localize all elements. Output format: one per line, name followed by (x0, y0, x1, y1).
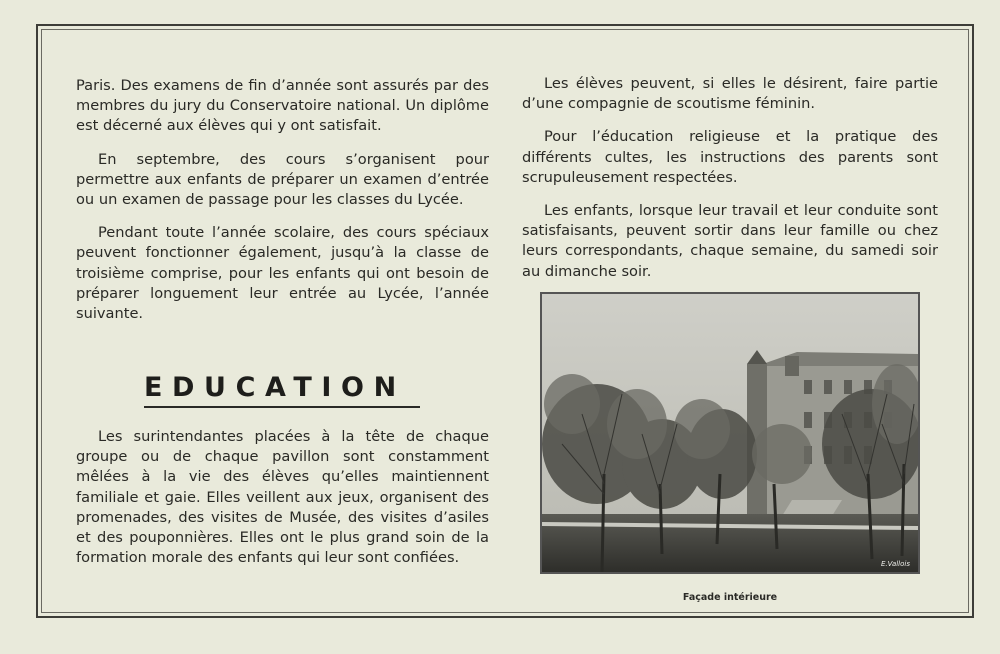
education-text (76, 427, 489, 581)
paragraph: Les élèves peuvent, si elles le désirent, faire partie d’une compagnie de scoutisme féminin. (522, 75, 938, 113)
photo-caption: Façade intérieure (682, 592, 778, 603)
paragraph: Paris. Des examens de fin d’année sont assurés par des membres du jury du Conservatoire national. Un diplôme est décerné aux élèves qui y ont satisfait. (76, 77, 489, 135)
heading-underline (144, 406, 420, 408)
photo-signature: E.Vallois (880, 560, 910, 568)
paragraph: Les enfants, lorsque leur travail et leur conduite sont satisfaisants, peuvent sortir dans leur famille ou chez leurs correspondants, chaque semaine, du samedi soir au dimanche soir. (522, 202, 938, 280)
left-column-text (76, 76, 489, 337)
section-heading: EDUCATION (144, 372, 406, 403)
paragraph: En septembre, des cours s’organisent pour permettre aux enfants de préparer un examen d’entrée ou un examen de passage pour les classes du Lycée. (76, 150, 489, 209)
paragraph: Pendant toute l’année scolaire, des cours spéciaux peuvent fonctionner également, jusqu’à la classe de troisième comprise, pour les enfants qui ont besoin de préparer longuement leur entrée au Lycée, l’année suivante. (76, 224, 489, 323)
courtyard-photo-image (542, 294, 918, 572)
paragraph: Les surintendantes placées à la tête de chaque groupe ou de chaque pavillon sont constamment mêlées à la vie des élèves qu’elles maintiennent familiale et gaie. Elles veillent aux jeux, organisent des promenades, des visites de Musée, des visites d’asiles et des pouponnières. Elles ont le plus grand soin de la formation morale des enfants qui leur sont confiées. (76, 428, 489, 567)
paragraph: Pour l’éducation religieuse et la pratique des différents cultes, les instructions des parents sont scrupuleusement respectées. (522, 128, 938, 186)
right-column-text (522, 74, 938, 295)
courtyard-photo (540, 292, 920, 574)
